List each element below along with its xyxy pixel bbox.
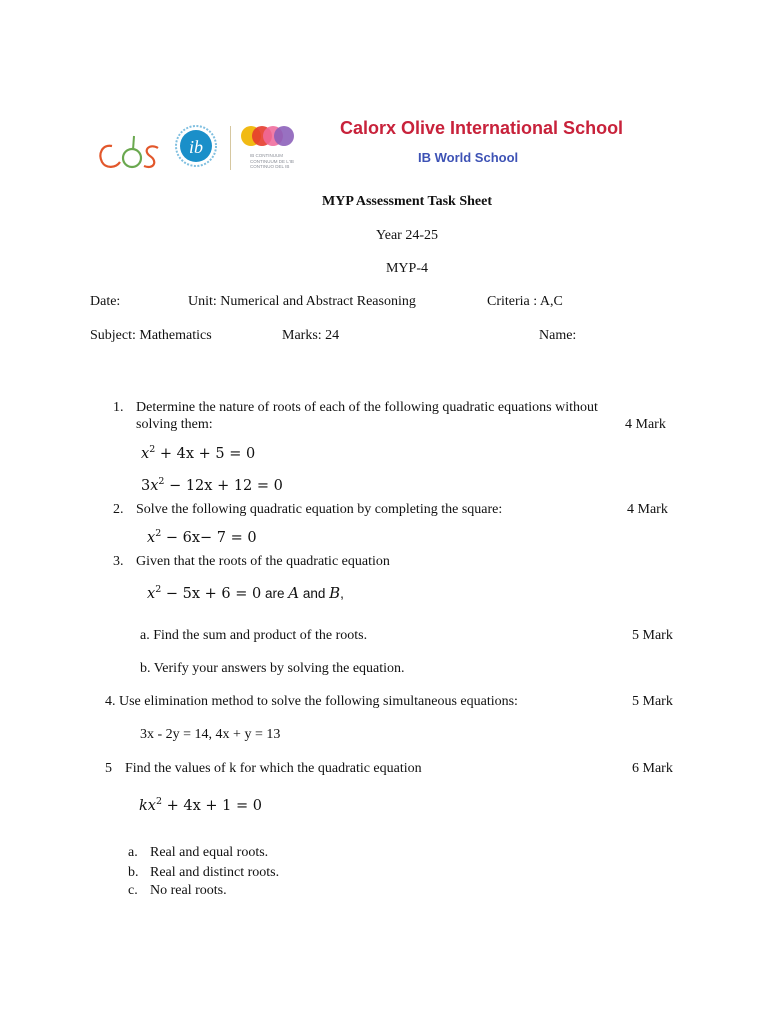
eq-rest: − 5x + 6 = 0 [161, 586, 262, 602]
eq-exponent: 2 [155, 528, 162, 539]
eq-exponent: 2 [155, 796, 163, 807]
unit-label: Unit: Numerical and Abstract Reasoning [188, 294, 416, 309]
q5-option-b-label: b. [128, 865, 139, 880]
ib-continuum-text: IB CONTINUUM CONTINUUM DE L'IB CONTINUO DEL IB [250, 153, 294, 169]
q2-number: 2. [113, 502, 124, 517]
grade-level: MYP-4 [385, 261, 428, 276]
eq-exponent: 2 [155, 584, 162, 595]
eq-rest: + 4x + 5 = 0 [155, 446, 256, 462]
page-title: MYP Assessment Task Sheet [322, 194, 492, 209]
logo-divider [230, 126, 231, 170]
q3-part-a-mark: 5 Mark [632, 628, 673, 643]
q2-mark: 4 Mark [627, 502, 668, 517]
q3-root-b: B [329, 584, 341, 602]
eq-variable: x [150, 478, 159, 494]
academic-year: Year 24-25 [376, 228, 438, 243]
date-label: Date: [90, 294, 121, 309]
q3-equation [147, 584, 344, 603]
name-label: Name: [539, 328, 577, 343]
q5-mark: 6 Mark [632, 761, 673, 776]
q3-part-b: b. Verify your answers by solving the equation. [140, 661, 405, 676]
q1-text-line2: solving them: [136, 417, 213, 432]
cos-logo [96, 128, 168, 174]
eq-coefficient: k [139, 798, 148, 814]
eq-rest: + 4x + 1 = 0 [162, 798, 262, 814]
q1-equation-1 [141, 446, 255, 462]
q2-text: Solve the following quadratic equation by completing the square: [136, 502, 503, 517]
eq-variable: x [141, 446, 150, 462]
eq-variable: x [147, 798, 156, 814]
q2-equation [147, 530, 257, 546]
eq-variable: x [147, 530, 156, 546]
continuum-circles-icon [238, 124, 300, 148]
q3-root-a: A [288, 584, 300, 602]
q3-number: 3. [113, 554, 124, 569]
eq-exponent: 2 [149, 444, 156, 455]
q5-option-a-label: a. [128, 845, 138, 860]
q1-equation-2 [141, 478, 283, 494]
q5-number: 5 [105, 761, 112, 776]
q4-equations: 3x - 2y = 14, 4x + y = 13 [140, 727, 281, 742]
eq-rest: − 6x− 7 = 0 [161, 530, 257, 546]
ib-logo [174, 124, 218, 168]
q5-option-c-label: c. [128, 883, 138, 898]
eq-variable: x [147, 586, 156, 602]
q4-text: 4. Use elimination method to solve the following simultaneous equations: [105, 694, 518, 709]
q1-mark: 4 Mark [625, 417, 666, 432]
q3-text: Given that the roots of the quadratic equation [136, 554, 390, 569]
q1-number: 1. [113, 400, 124, 415]
q3-are-word: are [261, 586, 289, 601]
ib-logo-graphic [174, 124, 218, 168]
q5-option-c-text: No real roots. [150, 883, 227, 898]
school-subtitle: IB World School [418, 150, 519, 165]
q4-mark: 5 Mark [632, 694, 673, 709]
criteria-label: Criteria : A,C [487, 294, 563, 309]
q1-text-line1: Determine the nature of roots of each of the following quadratic equations without [136, 400, 598, 415]
q5-option-b-text: Real and distinct roots. [150, 865, 280, 880]
eq-rest: − 12x + 12 = 0 [164, 478, 283, 494]
ib-logo-mark: ib [188, 137, 204, 157]
ib-continuum-logo [238, 124, 300, 172]
eq-exponent: 2 [158, 476, 165, 487]
q3-and-word: and [299, 586, 330, 601]
q5-text: Find the values of k for which the quadratic equation [125, 761, 422, 776]
eq-coefficient: 3 [141, 478, 151, 494]
subject-label: Subject: Mathematics [90, 328, 212, 343]
school-name: Calorx Olive International School [340, 118, 624, 138]
q3-eq-math [147, 586, 261, 602]
q3-part-a: a. Find the sum and product of the roots. [140, 628, 368, 643]
q3-comma: , [340, 586, 344, 601]
q5-option-a-text: Real and equal roots. [150, 845, 269, 860]
q5-equation [139, 798, 262, 814]
marks-label: Marks: 24 [282, 328, 340, 343]
cos-logo-graphic [96, 128, 168, 174]
